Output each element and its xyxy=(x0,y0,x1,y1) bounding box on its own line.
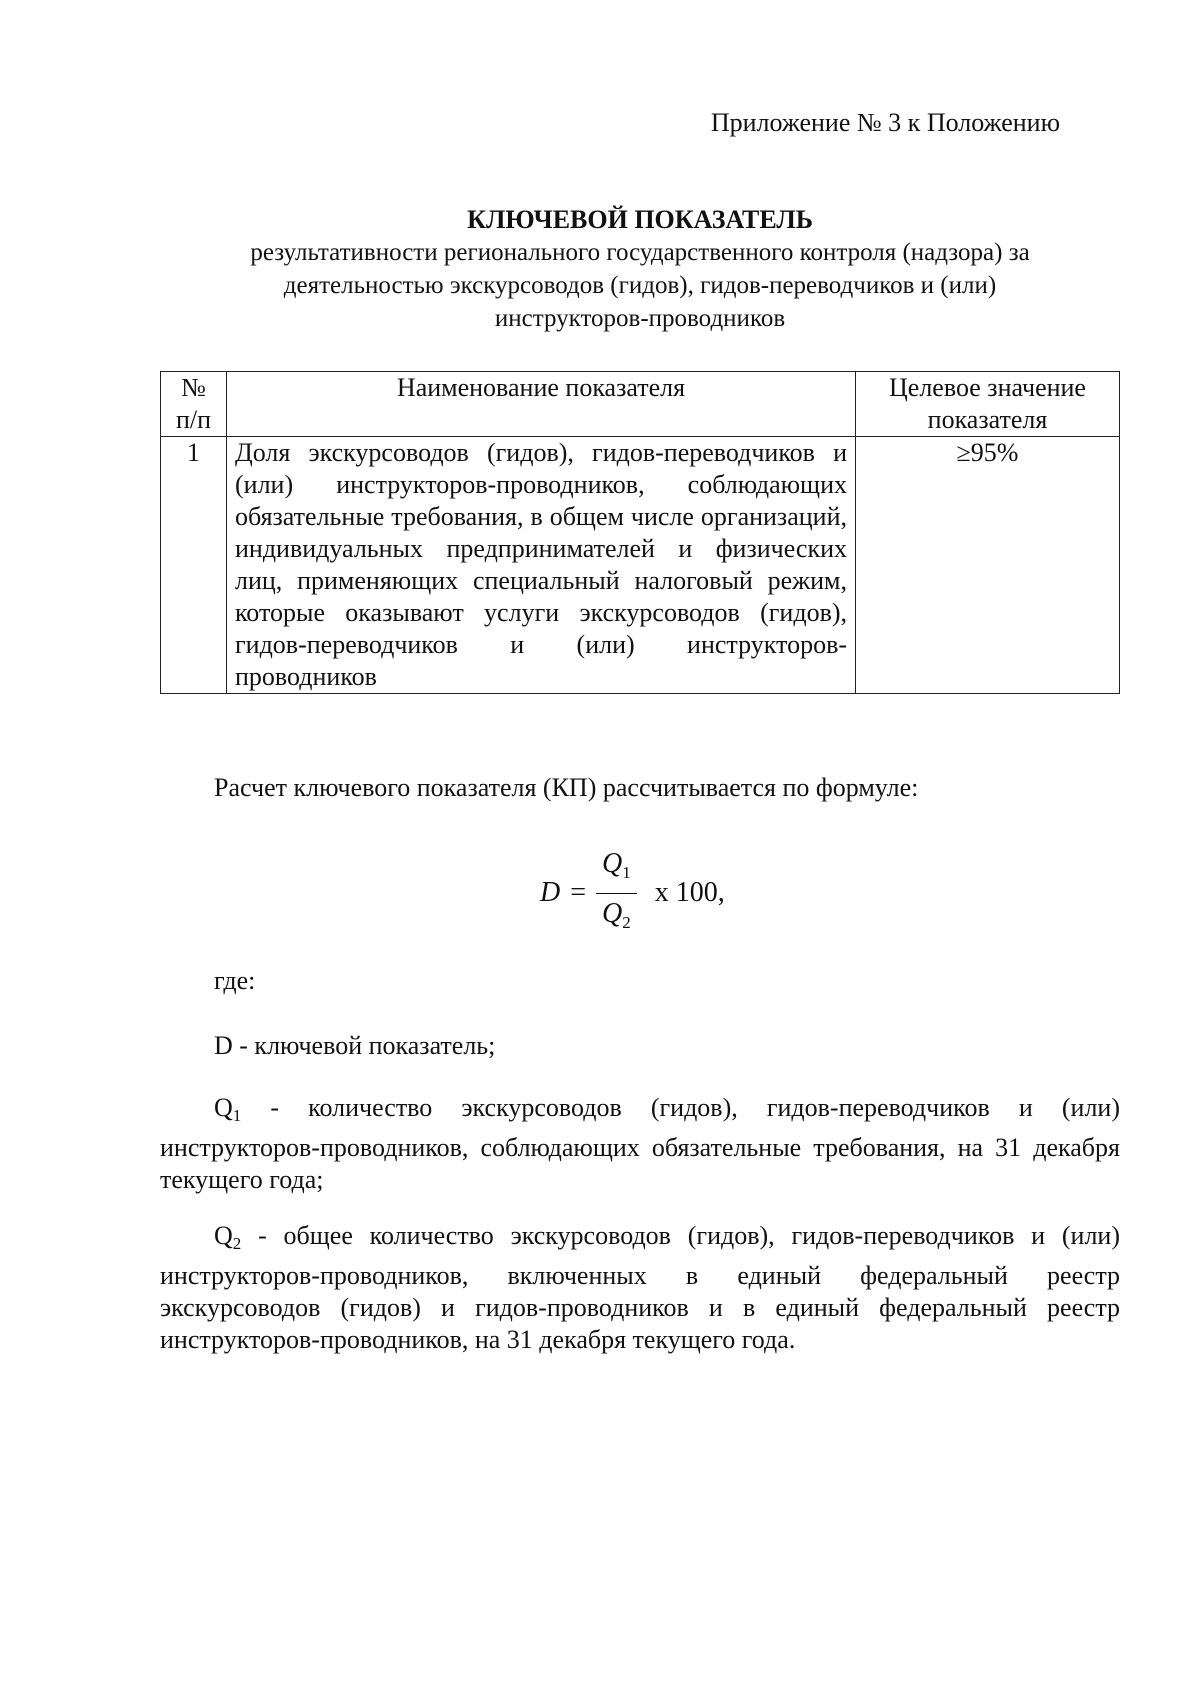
denominator-symbol: Q xyxy=(602,897,623,929)
row-target-value: ≥95% xyxy=(856,437,1120,694)
q1-text: - количество экскурсоводов (гидов), гидов-переводчиков и (или) инструкторов-проводников, соблюдающих обязательные требования, на 31 декабря текущего года; xyxy=(160,1093,1120,1194)
document-title: КЛЮЧЕВОЙ ПОКАЗАТЕЛЬ xyxy=(467,205,813,234)
header-indicator-name: Наименование показателя xyxy=(227,372,856,437)
indicator-table xyxy=(160,371,1120,694)
table-header-row xyxy=(161,372,1120,437)
q2-symbol: Q xyxy=(214,1221,233,1250)
row-indicator-name: Доля экскурсоводов (гидов), гидов-переводчиков и (или) инструкторов-проводников, соблюдающих обязательные требования, в общем числе организаций, индивидуальных предпринимателей и физических лиц, применяющих специальный налоговый режим, которые оказывают услуги экскурсоводов (гидов), гидов-переводчиков и (или) инструкторов-проводников xyxy=(227,437,856,694)
appendix-label: Приложение № 3 к Положению xyxy=(710,108,1060,137)
formula-multiplier: x 100, xyxy=(654,877,725,908)
definition-q2 xyxy=(160,1220,1120,1356)
definition-d: D - ключевой показатель; xyxy=(214,1031,496,1060)
q2-text: - общее количество экскурсоводов (гидов), гидов-переводчиков и (или) инструкторов-проводников, включенных в единый федеральный реестр экскурсоводов (гидов) и гидов-проводников и в единый федеральный реестр инструкторов-проводников, на 31 декабря текущего года. xyxy=(160,1221,1120,1354)
row-number: 1 xyxy=(161,437,227,694)
q2-subscript: 2 xyxy=(232,1234,242,1253)
definition-q1 xyxy=(160,1092,1120,1196)
formula-lhs: D xyxy=(540,877,561,908)
table-row xyxy=(161,437,1120,694)
subtitle-line-3: инструкторов-проводников xyxy=(494,305,786,332)
formula xyxy=(540,838,725,948)
numerator-symbol: Q xyxy=(602,847,623,879)
formula-denominator xyxy=(596,894,637,943)
subtitle-line-2: деятельностью экскурсоводов (гидов), гидов-переводчиков и (или) xyxy=(283,272,997,299)
formula-fraction xyxy=(596,844,637,943)
numerator-subscript: 1 xyxy=(622,862,631,882)
title-block xyxy=(160,203,1120,335)
formula-numerator xyxy=(596,844,637,893)
calculation-text: Расчет ключевого показателя (КП) рассчитывается по формуле: xyxy=(214,773,919,802)
formula-equals: = xyxy=(570,877,587,908)
where-label: где: xyxy=(214,966,256,995)
subtitle-line-1: результативности регионального государственного контроля (надзора) за xyxy=(250,239,1030,266)
q1-subscript: 1 xyxy=(232,1106,242,1125)
denominator-subscript: 2 xyxy=(622,912,631,932)
q1-symbol: Q xyxy=(214,1093,233,1122)
header-number: № п/п xyxy=(161,372,227,437)
header-target-value: Целевое значение показателя xyxy=(856,372,1120,437)
